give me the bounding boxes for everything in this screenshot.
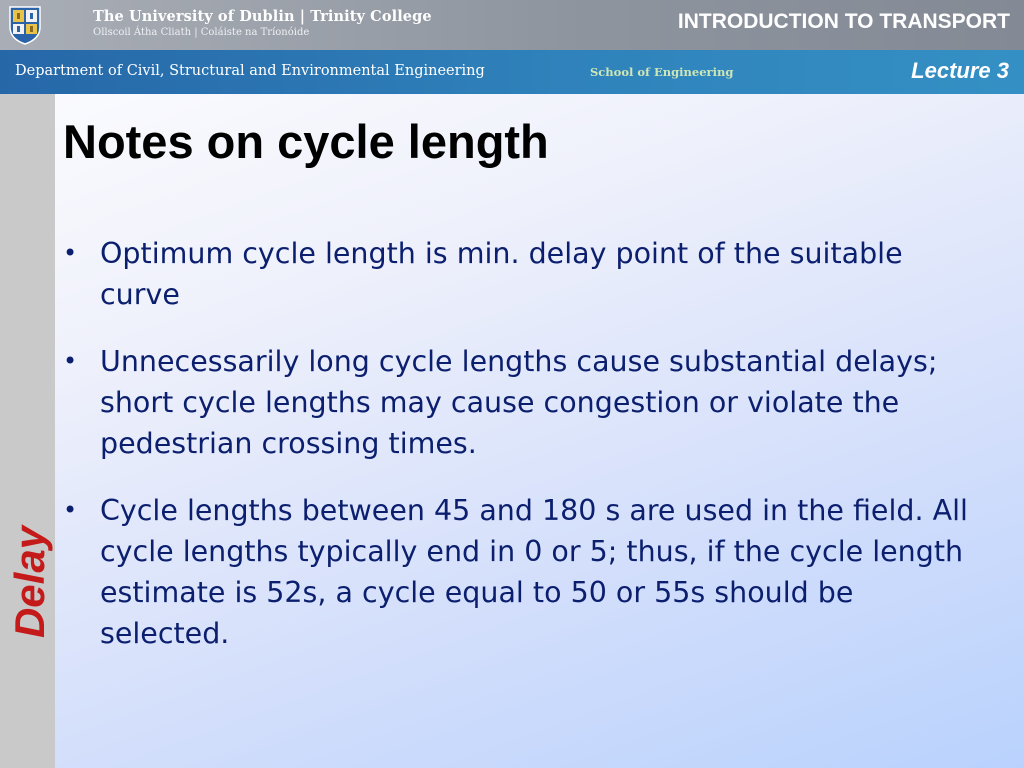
bullet-list (63, 233, 988, 680)
bullet-icon: • (63, 496, 78, 524)
bullet-text: Optimum cycle length is min. delay point of the suitable curve (100, 237, 903, 311)
slide-title: Notes on cycle length (63, 115, 549, 168)
course-title: INTRODUCTION TO TRANSPORT (677, 10, 1010, 33)
department-name: Department of Civil, Structural and Environmental Engineering (15, 63, 485, 79)
header-band (0, 0, 1024, 50)
university-crest-icon (8, 5, 42, 45)
department-bar (0, 50, 1024, 94)
bullet-icon: • (63, 347, 78, 375)
bullet-item (63, 490, 988, 654)
lecture-label: Lecture 3 (911, 58, 1009, 83)
university-name-irish: Ollscoil Átha Cliath | Coláiste na Tríonóide (93, 27, 310, 38)
bullet-text: Unnecessarily long cycle lengths cause substantial delays; short cycle lengths may cause congestion or violate the pedestrian crossing times. (100, 345, 938, 460)
bullet-item (63, 233, 988, 315)
side-strip (0, 94, 55, 768)
university-name: The University of Dublin | Trinity College (93, 8, 432, 25)
bullet-icon: • (63, 239, 78, 267)
bullet-item (63, 341, 988, 464)
bullet-text: Cycle lengths between 45 and 180 s are used in the field. All cycle lengths typically end in 0 or 5; thus, if the cycle length estimate is 52s, a cycle equal to 50 or 55s should be selected. (100, 494, 968, 650)
side-section-label: Delay (6, 525, 53, 639)
school-name: School of Engineering (590, 65, 734, 79)
